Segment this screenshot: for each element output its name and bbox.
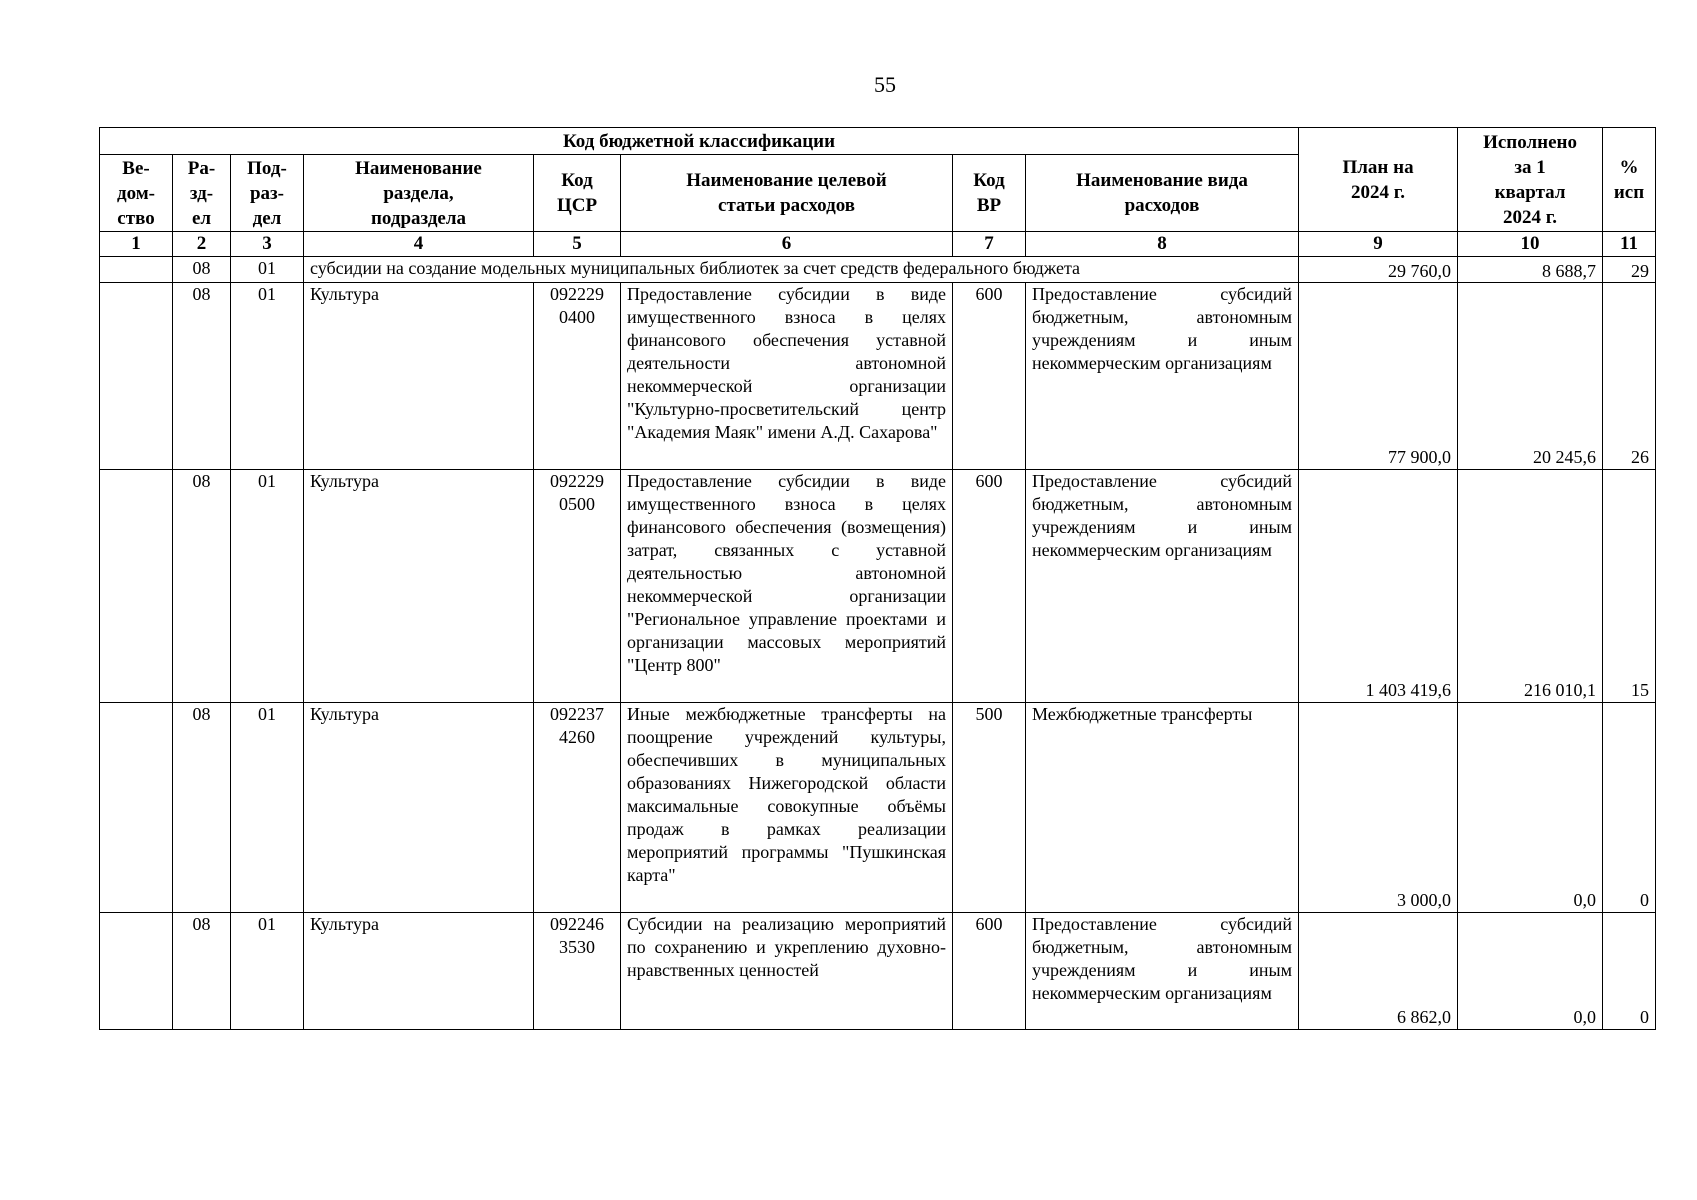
header-vr-code: Код ВР: [953, 155, 1026, 232]
cell-razdel: 08: [173, 283, 231, 470]
header-plan: План на 2024 г.: [1299, 128, 1458, 232]
cell-expense-kind: Предоставление субсидий бюджетным, автономным учреждениям и иным некоммерческим организациям: [1026, 913, 1299, 1030]
cell-section-name: Культура: [304, 470, 534, 703]
header-percent: % исп: [1603, 128, 1656, 232]
column-number: 2: [173, 232, 231, 257]
column-number: 1: [100, 232, 173, 257]
header-vedomstvo: Ве- дом- ство: [100, 155, 173, 232]
cell-section-name: Культура: [304, 913, 534, 1030]
cell-executed: 20 245,6: [1458, 283, 1603, 470]
page-number: 55: [874, 72, 896, 97]
cell-section-name: Культура: [304, 703, 534, 913]
cell-target-article: Иные межбюджетные трансферты на поощрение учреждений культуры, обеспечивших в муниципальных образованиях Нижегородской области максимальные совокупные объёмы продаж в рамках реализации мероприятий программы "Пушкинская карта": [621, 703, 953, 913]
cell-executed: 0,0: [1458, 703, 1603, 913]
cell-percent: 15: [1603, 470, 1656, 703]
cell-expense-kind: Предоставление субсидий бюджетным, автономным учреждениям и иным некоммерческим организациям: [1026, 470, 1299, 703]
cell-csr-code: 092246 3530: [534, 913, 621, 1030]
column-number: 3: [231, 232, 304, 257]
cell-plan: 6 862,0: [1299, 913, 1458, 1030]
header-podrazdel: Под- раз- дел: [231, 155, 304, 232]
cell-vr-code: 500: [953, 703, 1026, 913]
table-row: [100, 913, 1656, 1030]
cell-podrazdel: 01: [231, 470, 304, 703]
cell-percent: 0: [1603, 913, 1656, 1030]
cell-podrazdel: 01: [231, 283, 304, 470]
cell-razdel: 08: [173, 703, 231, 913]
cell-vedomstvo: [100, 913, 173, 1030]
cell-podrazdel: 01: [231, 913, 304, 1030]
cell-vedomstvo: [100, 257, 173, 283]
cell-podrazdel: 01: [231, 703, 304, 913]
cell-expense-kind: Предоставление субсидий бюджетным, автономным учреждениям и иным некоммерческим организациям: [1026, 283, 1299, 470]
cell-vr-code: 600: [953, 470, 1026, 703]
cell-summary-text: субсидии на создание модельных муниципальных библиотек за счет средств федерального бюджета: [304, 257, 1299, 283]
cell-razdel: 08: [173, 257, 231, 283]
cell-csr-code: 092229 0500: [534, 470, 621, 703]
cell-percent: 26: [1603, 283, 1656, 470]
cell-plan: 29 760,0: [1299, 257, 1458, 283]
cell-executed: 0,0: [1458, 913, 1603, 1030]
cell-vedomstvo: [100, 283, 173, 470]
table-row: [100, 470, 1656, 703]
table-row: [100, 703, 1656, 913]
cell-expense-kind: Межбюджетные трансферты: [1026, 703, 1299, 913]
table-row: [100, 257, 1656, 283]
header-razdel: Ра- зд- ел: [173, 155, 231, 232]
column-number: 11: [1603, 232, 1656, 257]
cell-podrazdel: 01: [231, 257, 304, 283]
table-row: [100, 283, 1656, 470]
header-csr-code: Код ЦСР: [534, 155, 621, 232]
cell-razdel: 08: [173, 913, 231, 1030]
header-expense-kind: Наименование вида расходов: [1026, 155, 1299, 232]
column-number: 7: [953, 232, 1026, 257]
header-section-name: Наименование раздела, подраздела: [304, 155, 534, 232]
cell-vr-code: 600: [953, 283, 1026, 470]
cell-target-article: Предоставление субсидии в виде имущественного взноса в целях финансового обеспечения (возмещения) затрат, связанных с уставной деятельностью автономной некоммерческой организации "Региональное управление проектами и организации массовых мероприятий "Центр 800": [621, 470, 953, 703]
cell-target-article: Субсидии на реализацию мероприятий по сохранению и укреплению духовно-нравственных ценностей: [621, 913, 953, 1030]
cell-plan: 77 900,0: [1299, 283, 1458, 470]
cell-plan: 1 403 419,6: [1299, 470, 1458, 703]
column-number: 8: [1026, 232, 1299, 257]
cell-section-name: Культура: [304, 283, 534, 470]
column-number: 5: [534, 232, 621, 257]
cell-vedomstvo: [100, 470, 173, 703]
budget-table: [99, 127, 1656, 1030]
cell-plan: 3 000,0: [1299, 703, 1458, 913]
cell-executed: 8 688,7: [1458, 257, 1603, 283]
column-number: 6: [621, 232, 953, 257]
column-number: 9: [1299, 232, 1458, 257]
cell-razdel: 08: [173, 470, 231, 703]
cell-csr-code: 092237 4260: [534, 703, 621, 913]
cell-vedomstvo: [100, 703, 173, 913]
cell-executed: 216 010,1: [1458, 470, 1603, 703]
cell-percent: 0: [1603, 703, 1656, 913]
column-number: 10: [1458, 232, 1603, 257]
header-budget-classification: Код бюджетной классификации: [100, 128, 1299, 155]
cell-vr-code: 600: [953, 913, 1026, 1030]
cell-csr-code: 092229 0400: [534, 283, 621, 470]
header-executed: Исполнено за 1 квартал 2024 г.: [1458, 128, 1603, 232]
cell-percent: 29: [1603, 257, 1656, 283]
column-number: 4: [304, 232, 534, 257]
cell-target-article: Предоставление субсидии в виде имущественного взноса в целях финансового обеспечения уставной деятельности автономной некоммерческой организации "Культурно-просветительский центр "Академия Маяк" имени А.Д. Сахарова": [621, 283, 953, 470]
header-target-article: Наименование целевой статьи расходов: [621, 155, 953, 232]
